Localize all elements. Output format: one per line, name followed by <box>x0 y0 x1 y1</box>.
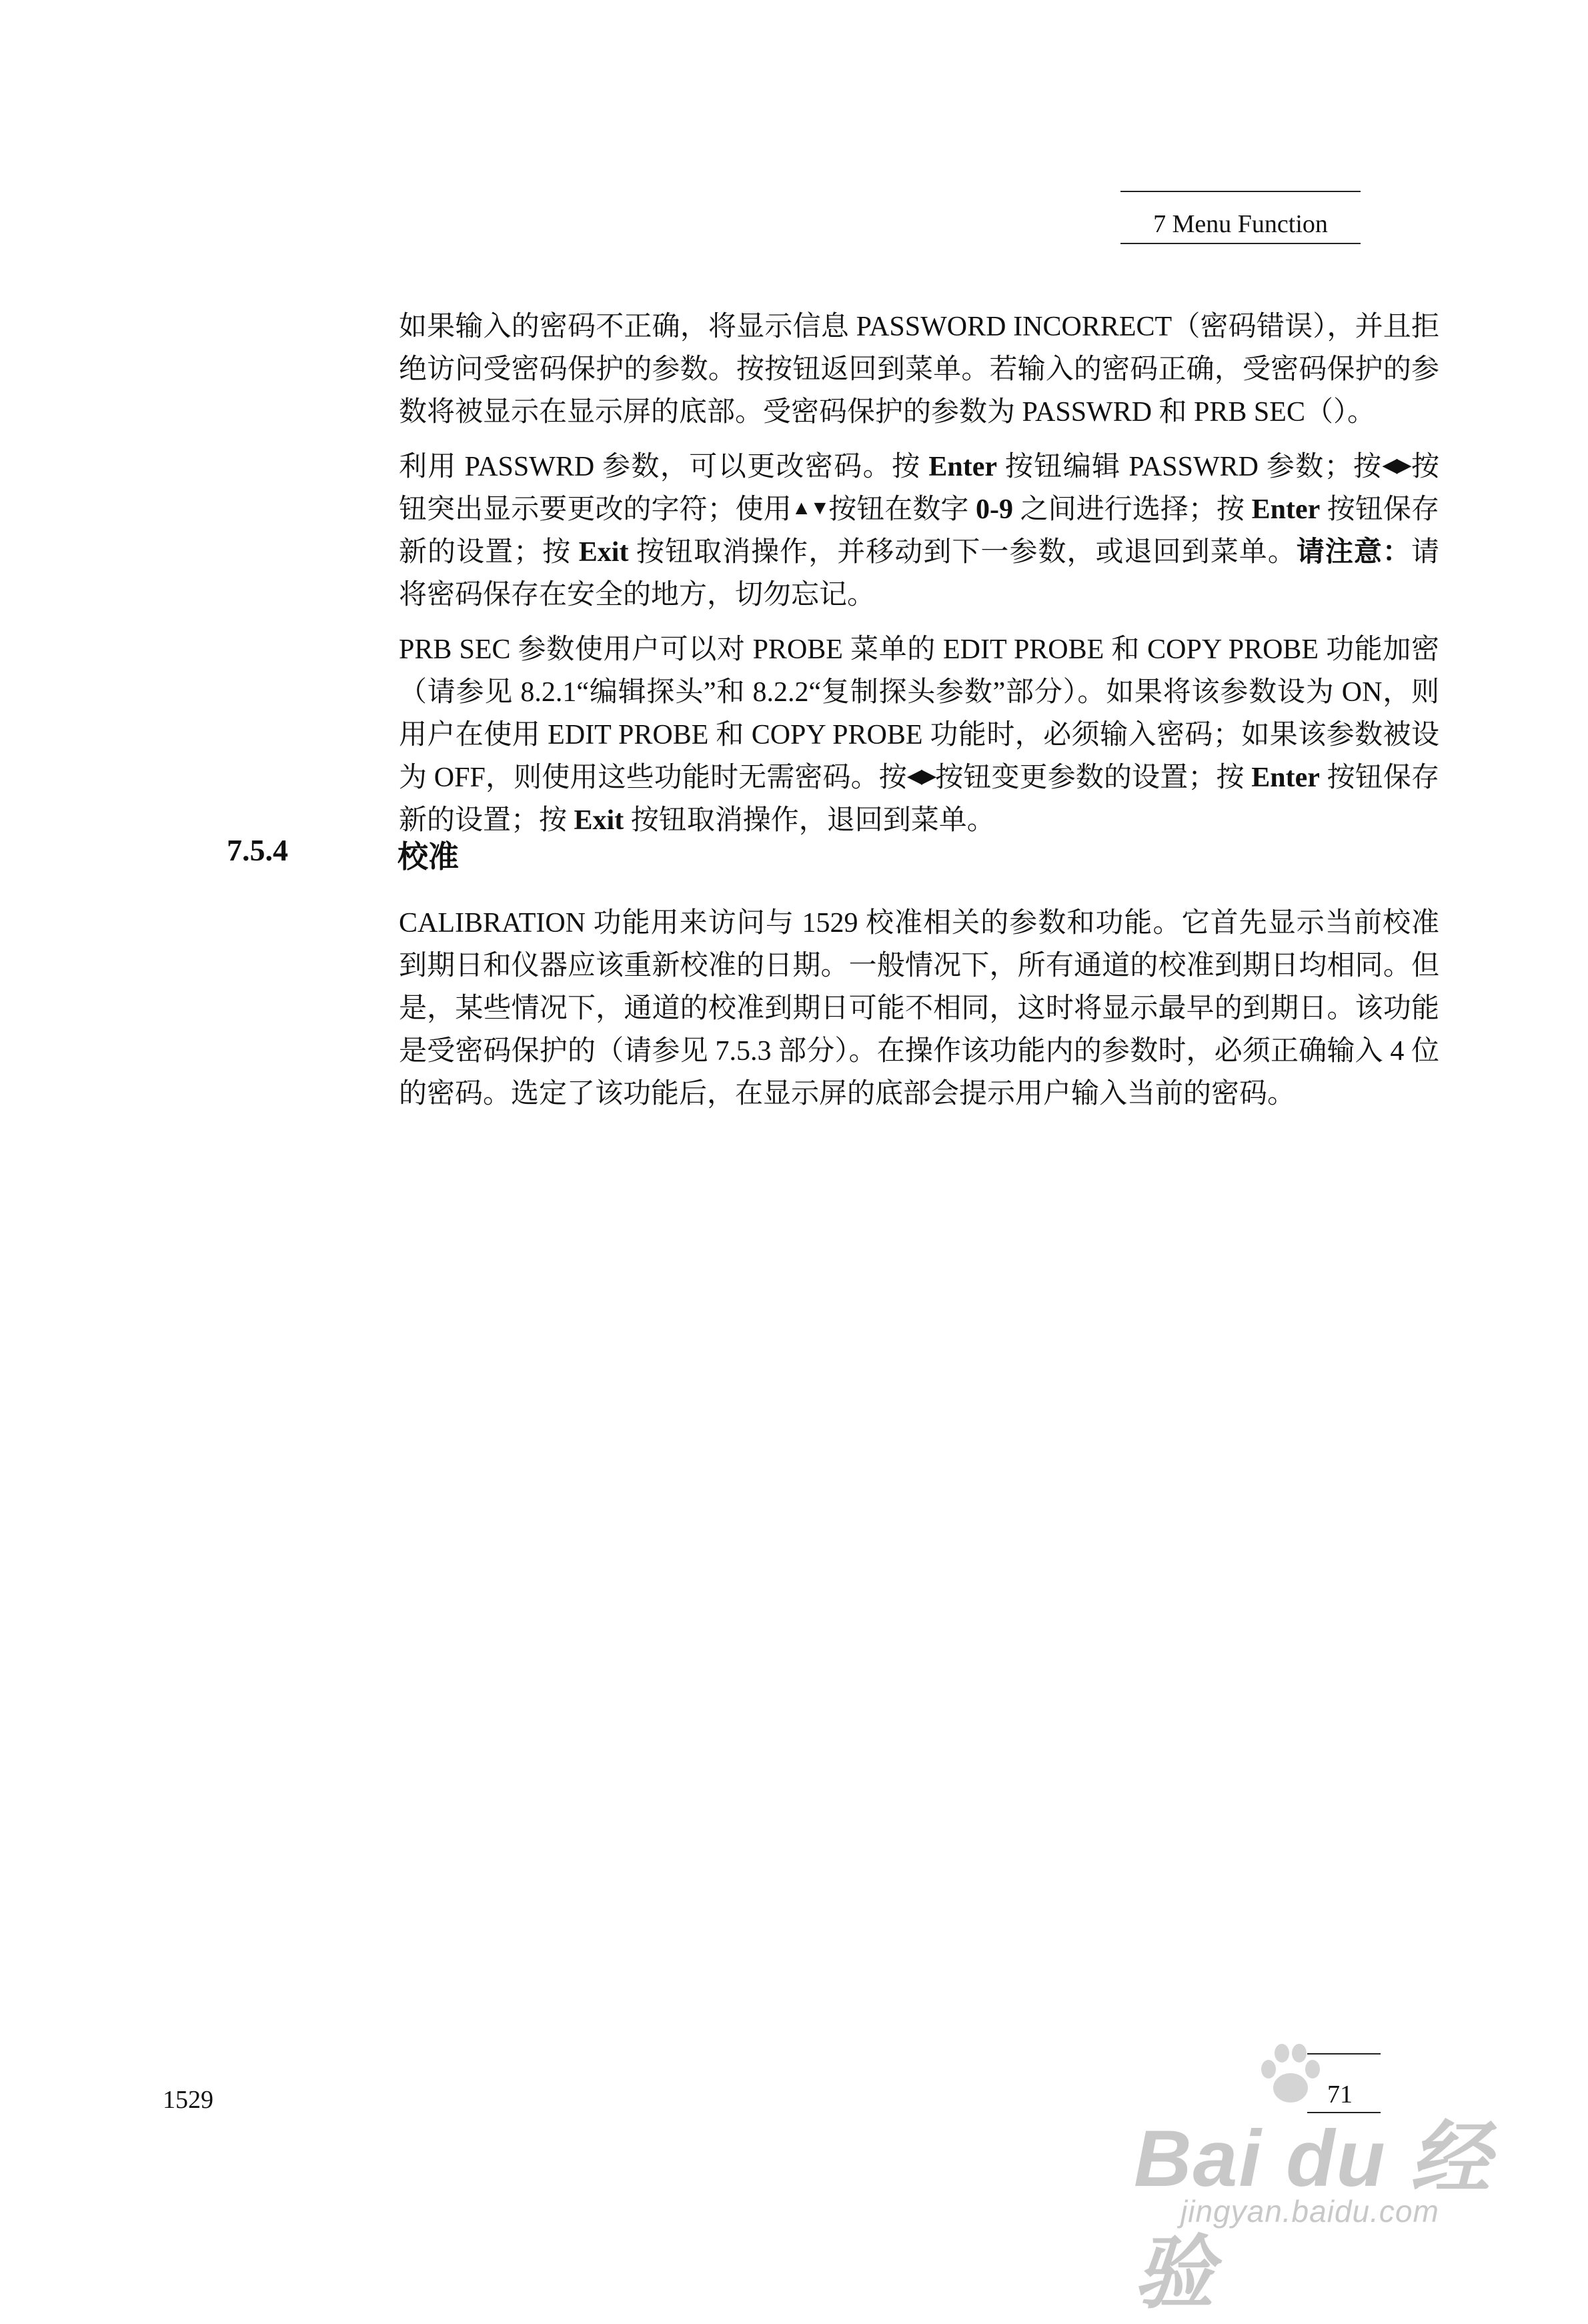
note-label: 请注意： <box>1296 537 1411 568</box>
footer-model-number: 1529 <box>163 2086 213 2114</box>
watermark-logo-text: Bai du 经验 <box>1134 2114 1492 2318</box>
section-number: 7.5.4 <box>227 833 288 867</box>
up-down-arrow-icon: ▲▼ <box>791 497 829 519</box>
text-run: 按钮保存新的设置；按 <box>399 494 1439 568</box>
text-run: 按钮保存新的设置；按 <box>399 762 1439 836</box>
password-section <box>399 306 1439 842</box>
left-right-arrow-icon: ◀▶ <box>1382 454 1411 476</box>
baidu-watermark <box>1127 2041 1561 2318</box>
text-run: PRB SEC 参数使用户可以对 PROBE 菜单的 EDIT PROBE 和 COPY PROBE 功能加密（请参见 8.2.1“编辑探头”和 8.2.2“复制探头参数”部分）。如果将该参数设为 ON，则用户在使用 EDIT PROBE 和 COPY PROBE 功能时，必须输入密码；如果该参数被设为 OFF，则使用这些功能时无需密码。按 <box>399 634 1439 793</box>
enter-key-label: Enter <box>1251 762 1320 793</box>
header-bottom-rule <box>1120 243 1361 244</box>
text-run: 之间进行选择；按 <box>1013 494 1252 525</box>
text-run: 按钮取消操作，退回到菜单。 <box>624 805 995 836</box>
header-top-rule <box>1120 191 1361 192</box>
paragraph-calibration: CALIBRATION 功能用来访问与 1529 校准相关的参数和功能。它首先显示当前校准到期日和仪器应该重新校准的日期。一般情况下，所有通道的校准到期日均相同。但是，某些情况下，通道的校准到期日可能不相同，这时将显示最早的到期日。该功能是受密码保护的（请参见 7.5.3 部分）。在操作该功能内的参数时，必须正确输入 4 位的密码。选定了该功能后，在显示屏的底部会提示用户输入当前的密码。 <box>399 908 1439 1109</box>
text-run: 按钮取消操作，并移动到下一参数，或退回到菜单。 <box>628 537 1297 568</box>
digit-range-label: 0-9 <box>976 494 1014 525</box>
section-title: 校准 <box>398 840 459 874</box>
exit-key-label: Exit <box>574 805 624 836</box>
paragraph-prb-sec <box>399 628 1439 842</box>
page-number: 71 <box>1327 2081 1353 2109</box>
enter-key-label: Enter <box>928 452 998 482</box>
calibration-section <box>399 902 1439 1115</box>
enter-key-label: Enter <box>1251 494 1321 525</box>
left-right-arrow-icon: ◀▶ <box>906 765 936 787</box>
watermark-url: jingyan.baidu.com <box>1180 2194 1439 2229</box>
paragraph-change-password <box>399 446 1439 616</box>
paragraph-password-incorrect: 如果输入的密码不正确，将显示信息 PASSWORD INCORRECT（密码错误），并且拒绝访问受密码保护的参数。按按钮返回到菜单。若输入的密码正确，受密码保护的参数将被显示在显示屏的底部。受密码保护的参数为 PASSWRD 和 PRB SEC（）。 <box>399 312 1439 428</box>
text-run: 按钮在数字 <box>828 494 976 525</box>
running-header-title: 7 Menu Function <box>1153 210 1328 238</box>
text-run: 按钮变更参数的设置；按 <box>935 762 1252 793</box>
text-run: 按钮编辑 PASSWRD 参数；按 <box>997 452 1383 482</box>
text-run: 请将密码保存在安全的地方，切勿忘记。 <box>399 537 1439 610</box>
exit-key-label: Exit <box>578 537 629 568</box>
text-run: 按钮突出显示要更改的字符；使用 <box>399 452 1439 525</box>
text-run: 利用 PASSWRD 参数，可以更改密码。按 <box>399 452 929 482</box>
